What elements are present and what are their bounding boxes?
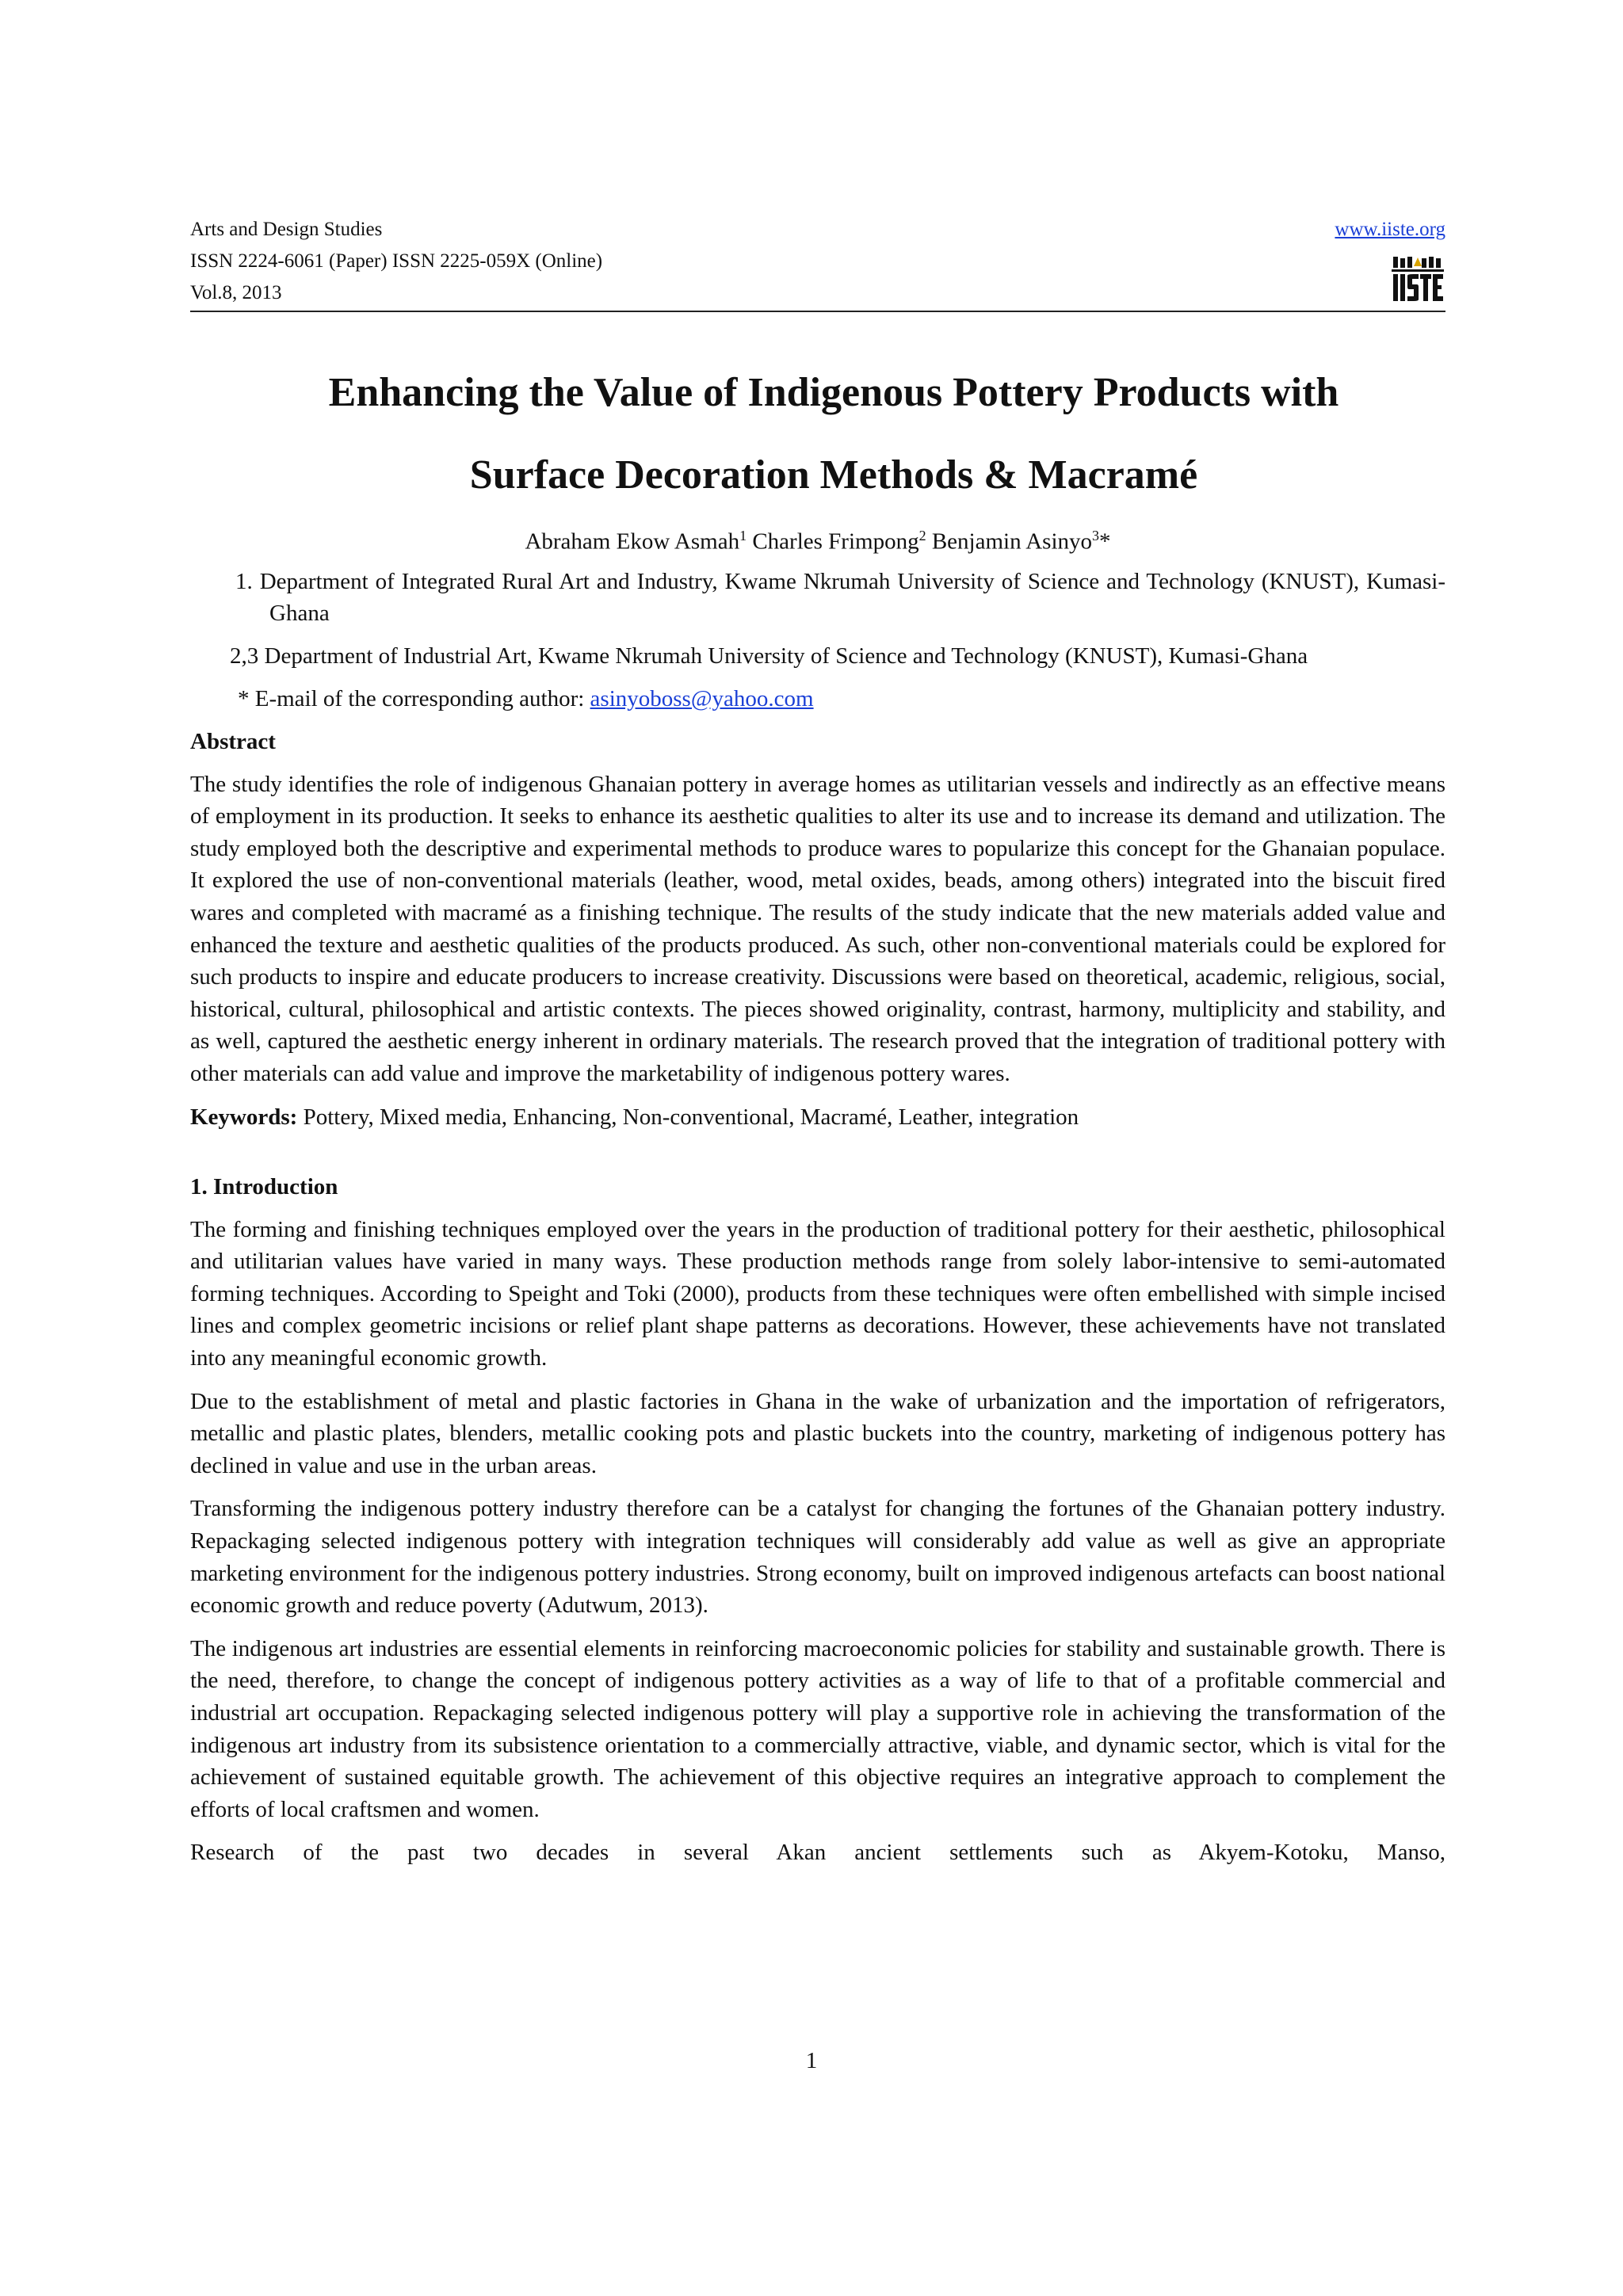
author-2: Charles Frimpong bbox=[747, 528, 919, 555]
journal-name: Arts and Design Studies bbox=[190, 219, 383, 240]
intro-paragraph-4: The indigenous art industries are essential elements in reinforcing macroeconomic policies for stability and sustainable growth. There is the need, therefore, to change the concept of indigenous pottery activities as a way of life to that of a profitable commercial and industrial art occupation. Repackaging selected indigenous pottery will play a supportive role in achieving the transformation of the indigenous art industry from its subsistence orientation to a commercially attractive, viable, and dynamic sector, which is vital for the achievement of sustained equitable growth. The achievement of this objective requires an integrative approach to complement the efforts of local craftsmen and women. bbox=[190, 1635, 1445, 1822]
corresponding-label: * E-mail of the corresponding author: bbox=[238, 685, 590, 711]
header-divider bbox=[190, 311, 1445, 312]
keywords bbox=[190, 1101, 1445, 1133]
intro-paragraph-5: Research of the past two decades in several Akan ancient settlements such as Akyem-Kotoku, Manso, bbox=[190, 1840, 1445, 1866]
corresponding-email-link[interactable]: asinyoboss@yahoo.com bbox=[590, 685, 814, 711]
corresponding-star: * bbox=[1099, 528, 1111, 555]
author-1: Abraham Ekow Asmah bbox=[525, 528, 740, 555]
intro-paragraph-1: The forming and finishing techniques employed over the years in the production of traditional pottery for their aesthetic, philosophical and utilitarian values have varied in many ways. These production methods range from solely labor-intensive to semi-automated forming techniques. According to Speight and Toki (2000), products from these techniques were often embellished with simple incised lines and complex geometric incisions or relief plant shape patterns as decorations. However, these achievements have not translated into any meaningful economic growth. bbox=[190, 1216, 1445, 1371]
author-1-affil: 1 bbox=[739, 528, 747, 543]
corresponding-author bbox=[190, 683, 1445, 715]
keywords-text: Pottery, Mixed media, Enhancing, Non-conventional, Macramé, Leather, integration bbox=[297, 1104, 1079, 1130]
journal-branding bbox=[1335, 214, 1445, 315]
iiste-logo bbox=[1390, 255, 1445, 315]
journal-volume: Vol.8, 2013 bbox=[190, 282, 282, 303]
journal-issn: ISSN 2224-6061 (Paper) ISSN 2225-059X (Online) bbox=[190, 250, 603, 272]
intro-paragraph-3: Transforming the indigenous pottery industry therefore can be a catalyst for changing the fortunes of the Ghanaian pottery industry. Repackaging selected indigenous pottery with integration techniques will considerably add value as well as give an appropriate marketing environment for the indigenous pottery industries. Strong economy, built on improved indigenous artefacts can boost national economic growth and reduce poverty (Adutwum, 2013). bbox=[190, 1496, 1445, 1619]
affiliation-1: 1. Department of Integrated Rural Art and Industry, Kwame Nkrumah University of Science and Technology (KNUST), Kumasi-Ghana bbox=[235, 568, 1445, 626]
abstract-heading: Abstract bbox=[190, 728, 276, 754]
journal-header bbox=[190, 214, 1445, 309]
author-3-affil: 3 bbox=[1092, 528, 1100, 543]
journal-info bbox=[190, 214, 1445, 309]
paper-page bbox=[190, 214, 1445, 1869]
keywords-label: Keywords: bbox=[190, 1104, 298, 1130]
author-3: Benjamin Asinyo bbox=[926, 528, 1093, 555]
title-line-2: Surface Decoration Methods & Macramé bbox=[469, 452, 1198, 498]
abstract-text: The study identifies the role of indigenous Ghanaian pottery in average homes as utilitarian vessels and indirectly as an effective means of employment in its production. It seeks to enhance its aesthetic qualities to alter its use and to increase its demand and utilization. The study employed both the descriptive and experimental methods to produce wares to popularize this concept for the Ghanaian populace. It explored the use of non-conventional materials (leather, wood, metal oxides, beads, among others) integrated into the biscuit fired wares and completed with macramé as a finishing technique. The results of the study indicate that the new materials added value and enhanced the texture and aesthetic qualities of the products produced. As such, other non-conventional materials could be explored for such products to inspire and educate producers to increase creativity. Discussions were based on theoretical, academic, religious, social, historical, cultural, philosophical and artistic contexts. The pieces showed originality, contrast, harmony, multiplicity and stability, and as well, captured the aesthetic energy inherent in ordinary materials. The research proved that the integration of traditional pottery with other materials can add value and improve the marketability of indigenous pottery wares. bbox=[190, 771, 1445, 1086]
website-link[interactable]: www.iiste.org bbox=[1335, 219, 1445, 240]
iiste-logo-icon bbox=[1390, 255, 1445, 304]
introduction-heading: 1. Introduction bbox=[190, 1173, 338, 1199]
page-number: 1 bbox=[805, 2048, 818, 2073]
intro-paragraph-2: Due to the establishment of metal and plastic factories in Ghana in the wake of urbanization and the importation of refrigerators, metallic and plastic plates, blenders, metallic cooking pots and plastic buckets into the country, marketing of indigenous pottery has declined in value and use in the urban areas. bbox=[190, 1388, 1445, 1478]
affiliation-2: 2,3 Department of Industrial Art, Kwame Nkrumah University of Science and Technology (KNUST), Kumasi-Ghana bbox=[230, 643, 1308, 669]
paper-title bbox=[190, 352, 1445, 517]
title-line-1: Enhancing the Value of Indigenous Pottery Products with bbox=[328, 370, 1339, 415]
author-2-affil: 2 bbox=[918, 528, 926, 543]
author-list bbox=[190, 520, 1445, 558]
